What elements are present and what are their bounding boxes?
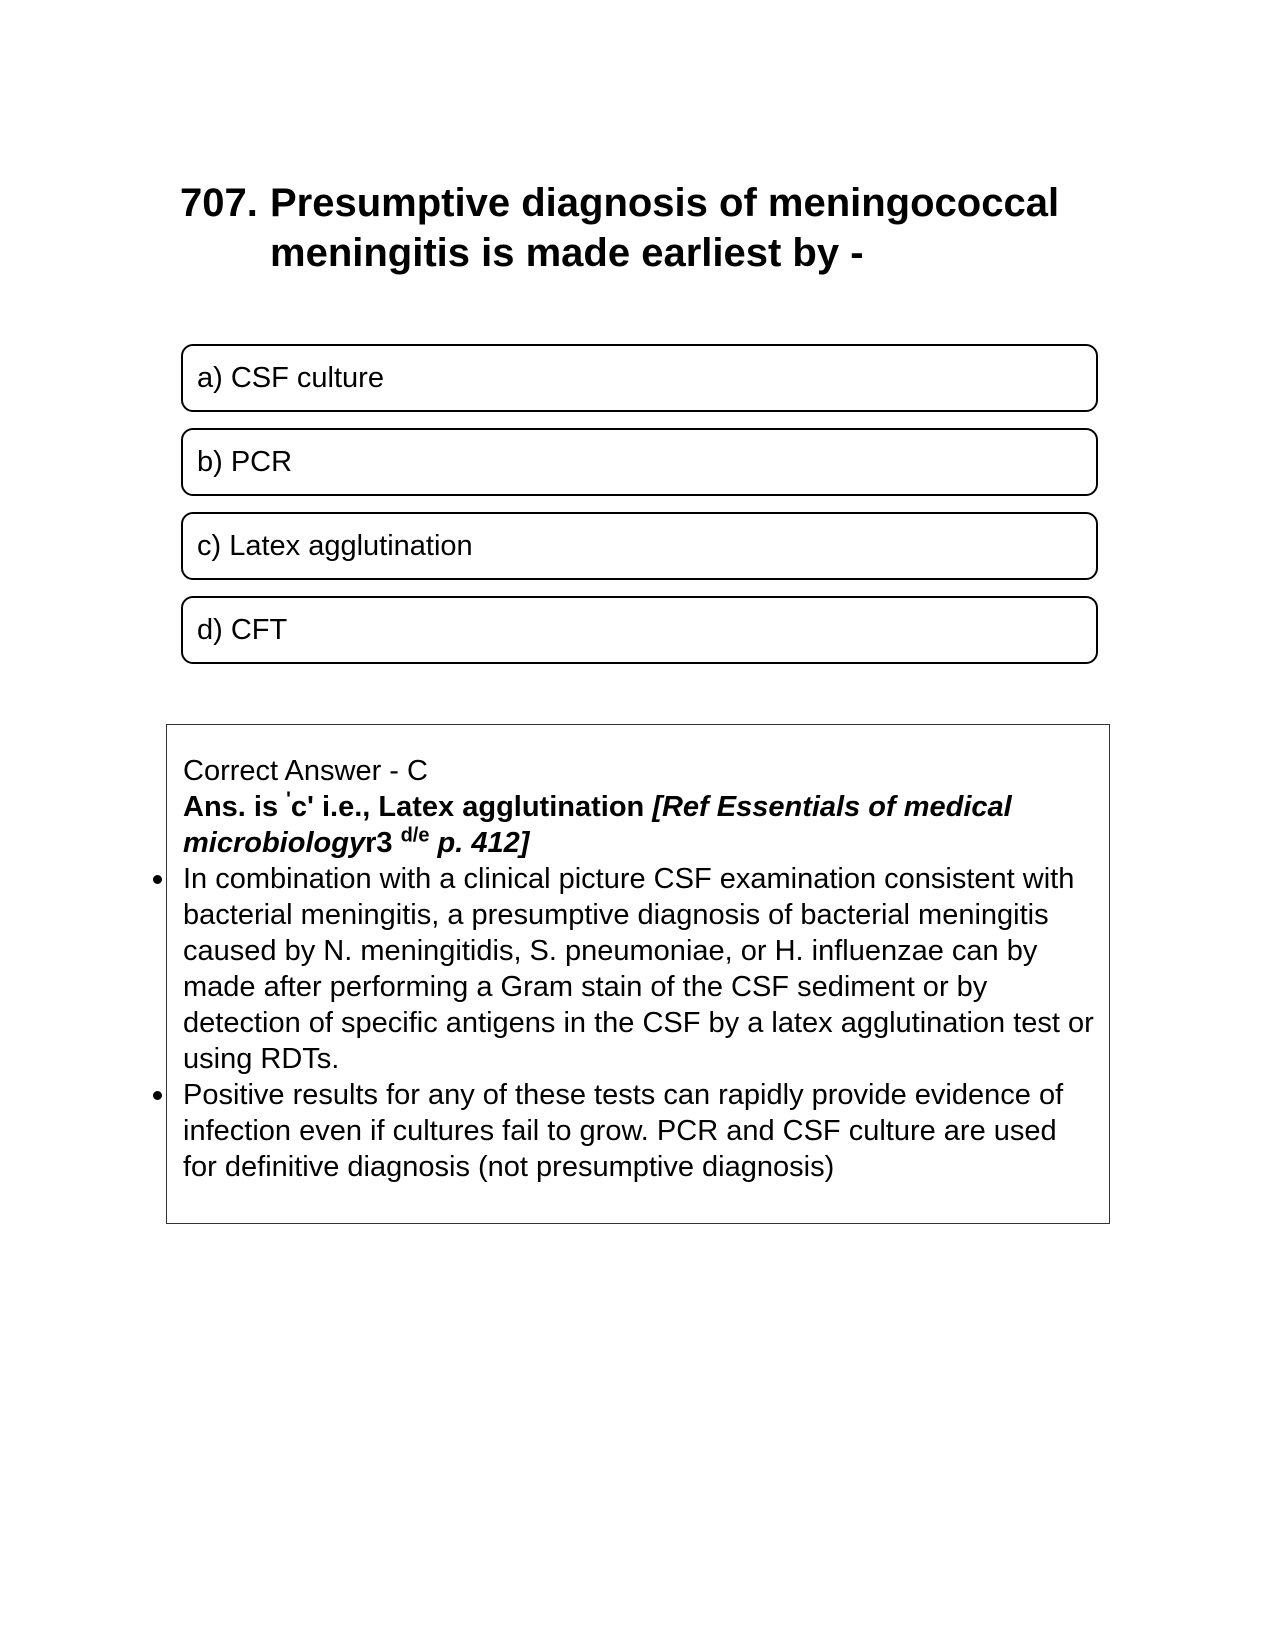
ref-edition: r3 [365,827,401,859]
question-number: 707. [180,181,258,225]
option-a[interactable]: a) CSF culture [181,344,1098,412]
question-text: Presumptive diagnosis of meningococcal meningitis is made earliest by - [270,181,1060,275]
answer-box [166,724,1110,1224]
ref-sup: d/e [400,824,430,847]
answer-explanation-heading [183,789,1098,861]
answer-content [183,753,1098,1185]
option-d[interactable]: d) CFT [181,596,1098,664]
question [180,178,1110,278]
ans-tick: ' [286,788,291,811]
explanation-bullets [183,861,1098,1185]
ref-page: p. 412] [429,827,530,859]
ans-main: c' i.e., Latex agglutination [290,791,653,823]
option-b[interactable]: b) PCR [181,428,1098,496]
ref-start: [Ref Essentials of medical microbiology [183,791,1012,859]
options-list [181,344,1098,680]
bullet-icon [153,875,162,884]
correct-answer-line: Correct Answer - C [183,755,428,787]
bullet-item [183,861,1098,1077]
bullet-text: In combination with a clinical picture CSF examination consistent with bacterial meningitis, a presumptive diagnosis of bacterial meningitis caused by N. meningitidis, S. pneumoniae, or H. influenzae can by made after performing a Gram stain of the CSF sediment or by detection of specific antigens in the CSF by a latex agglutination test or using RDTs. [183,863,1094,1075]
bullet-icon [153,1091,162,1100]
bullet-item [183,1077,1098,1185]
option-c[interactable]: c) Latex agglutination [181,512,1098,580]
ans-prefix: Ans. is [183,791,287,823]
bullet-text: Positive results for any of these tests can rapidly provide evidence of infection even if cultures fail to grow. PCR and CSF culture are used for definitive diagnosis (not presumptive diagnosis) [183,1079,1064,1183]
